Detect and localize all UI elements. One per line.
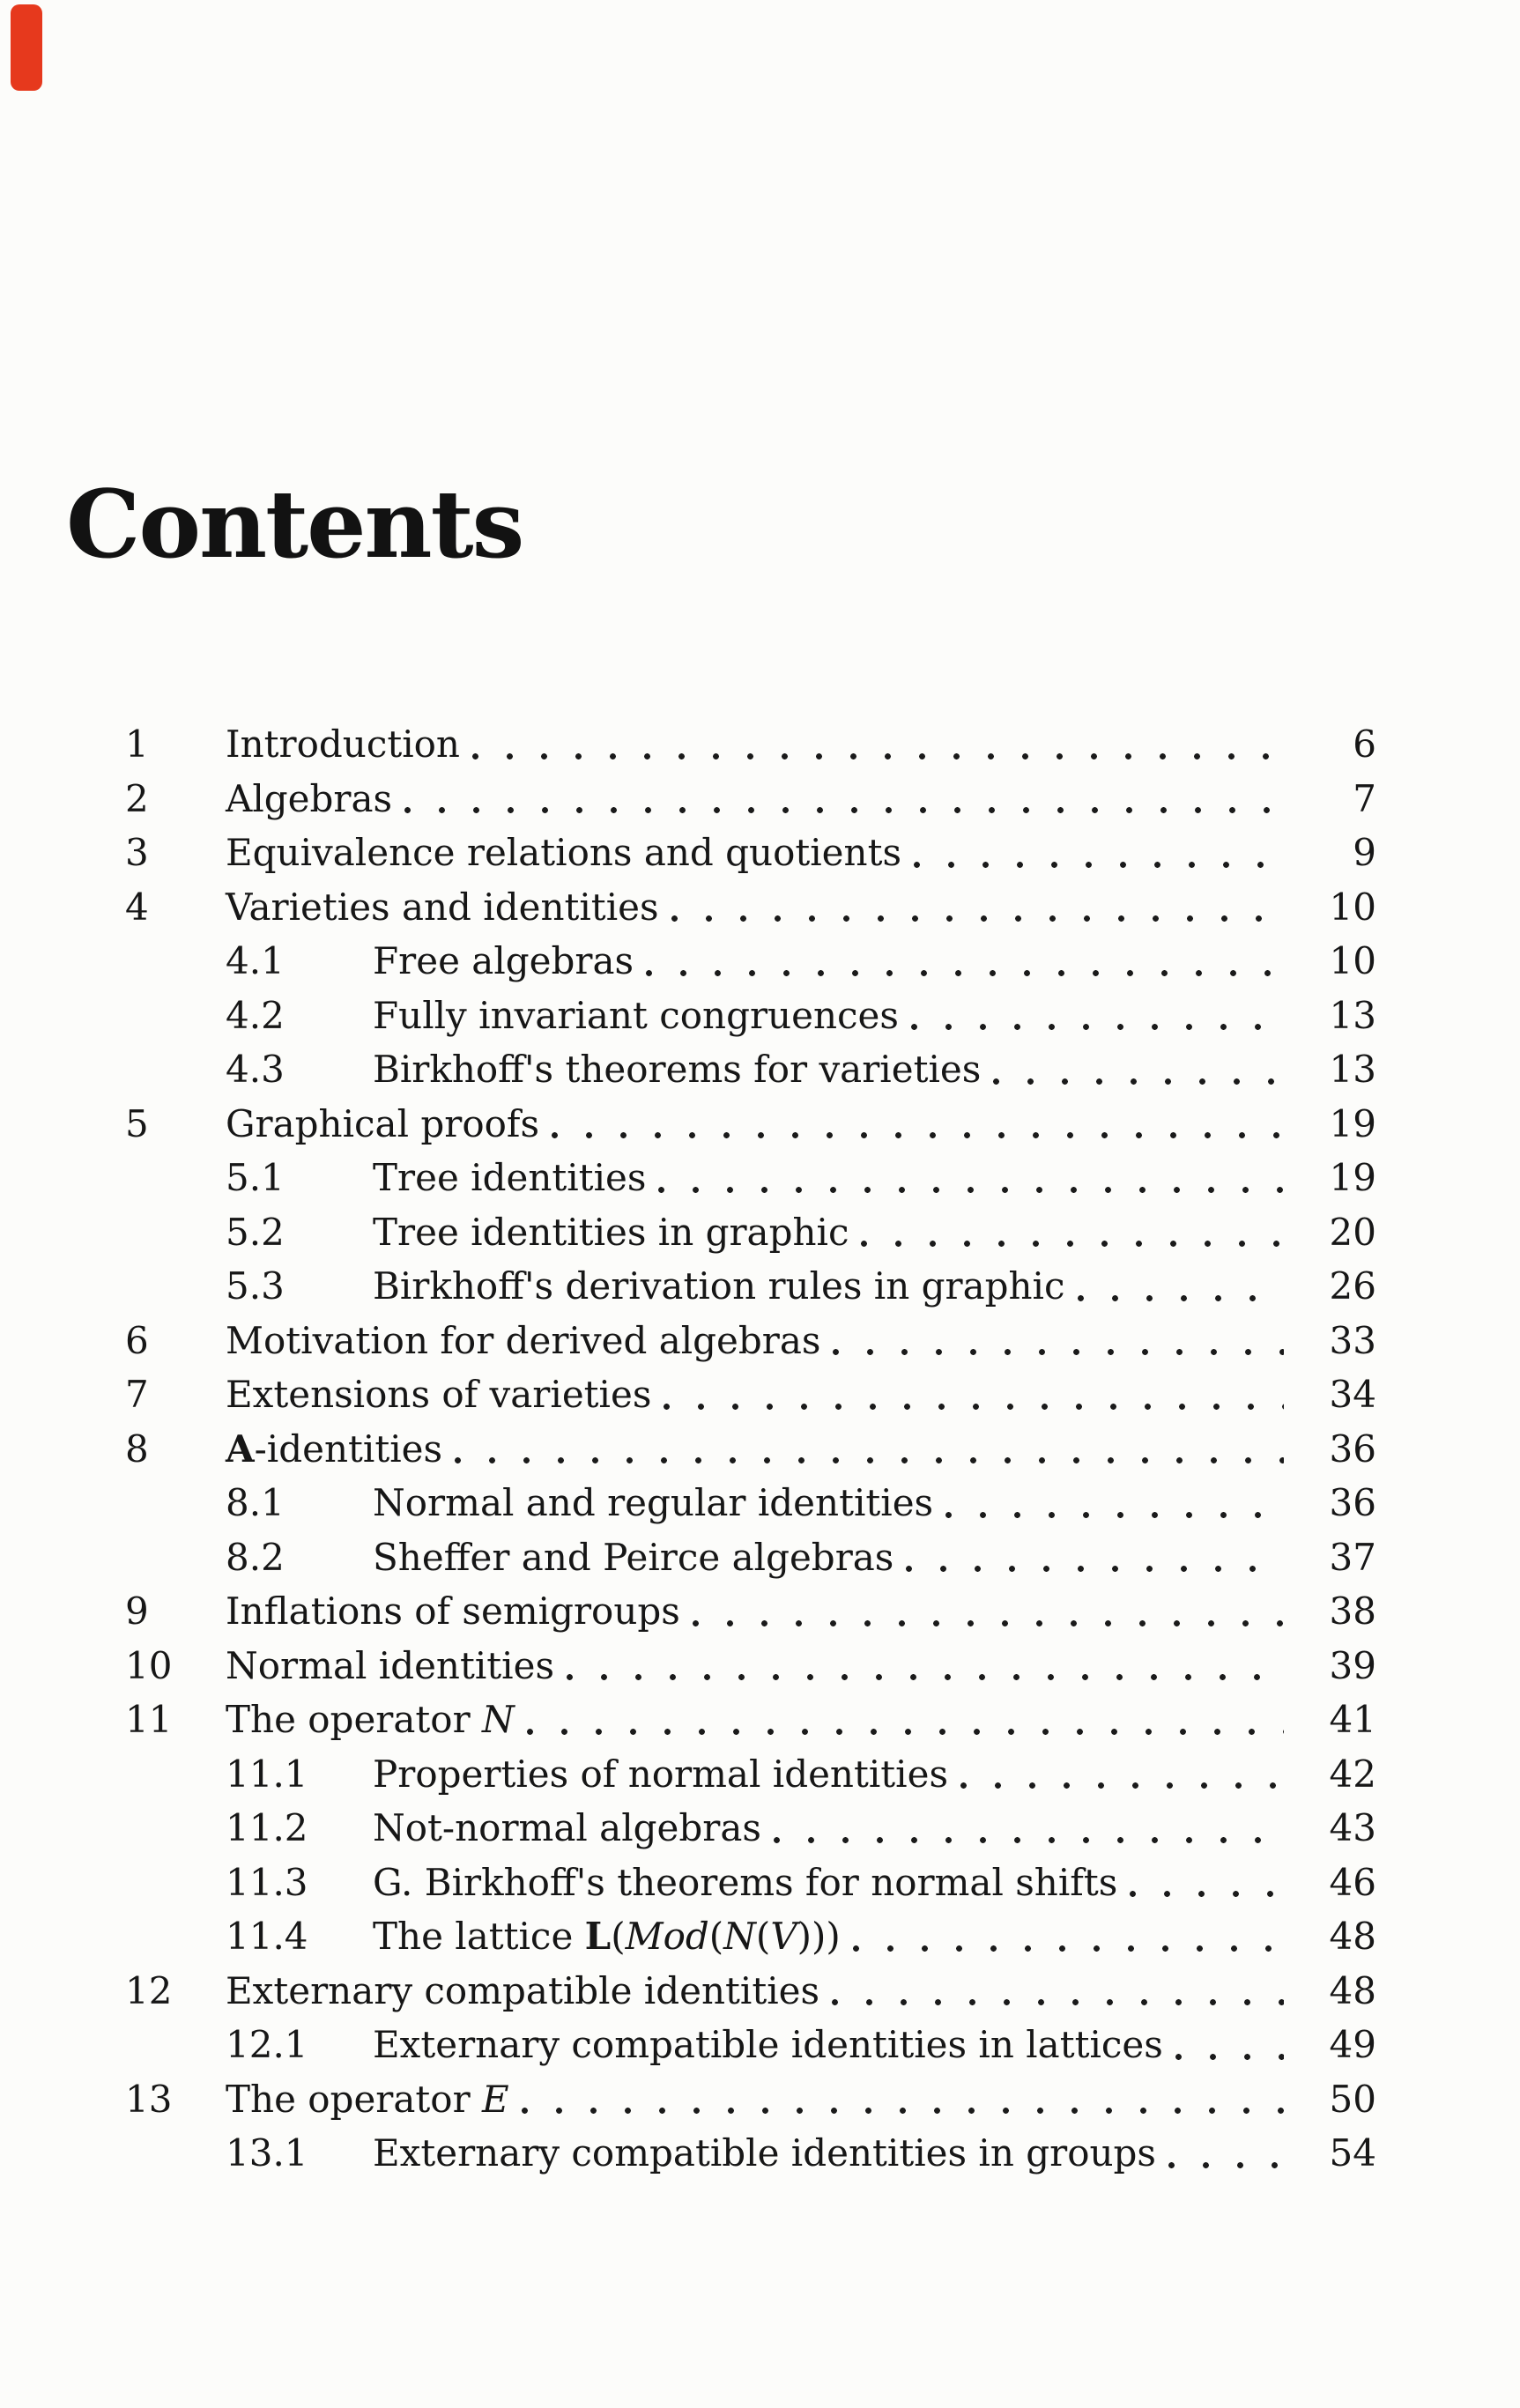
toc-entry-title: Birkhoff's theorems for varieties	[373, 1048, 982, 1091]
toc-entry-title: Introduction	[226, 722, 460, 766]
toc-entry-title-run: (	[755, 1915, 771, 1958]
toc-entry-page: 6	[1353, 722, 1376, 766]
toc-entry-number: 4.3	[226, 1048, 285, 1091]
toc-entry-title-run: A	[226, 1426, 255, 1471]
toc-entry-page: 9	[1353, 831, 1376, 874]
toc-entry-number: 11.2	[226, 1806, 308, 1849]
toc-entry	[125, 1151, 1376, 1205]
toc-entry-title: Externary compatible identities in lattices	[373, 2023, 1163, 2066]
dot-leader	[831, 1998, 1284, 2006]
toc-entry-title: Not-normal algebras	[373, 1806, 761, 1849]
toc-entry	[125, 1422, 1376, 1477]
toc-entry-number: 11.1	[226, 1752, 308, 1796]
toc-entry-page: 10	[1329, 939, 1376, 982]
dot-leader	[471, 752, 1284, 760]
toc-entry-title: Fully invariant congruences	[373, 993, 899, 1037]
dot-leader	[832, 1348, 1284, 1356]
toc-entry-page: 39	[1329, 1643, 1376, 1687]
toc-entry-title-run: E	[482, 2077, 509, 2121]
toc-entry-title: Equivalence relations and quotients	[226, 831, 902, 874]
toc-entry-title	[226, 1693, 515, 1747]
toc-entry-number: 12.1	[226, 2023, 308, 2066]
dot-leader	[1077, 1294, 1284, 1302]
toc-entry-title-run: )))	[797, 1915, 841, 1958]
toc-entry-title: Birkhoff's derivation rules in graphic	[373, 1264, 1065, 1308]
toc-entry-title-run: (	[708, 1915, 724, 1958]
toc-entry-title: Externary compatible identities in groups	[373, 2131, 1156, 2175]
dot-leader	[454, 1456, 1284, 1464]
toc-entry	[125, 1097, 1376, 1152]
toc-entry	[125, 717, 1376, 772]
toc-list	[0, 717, 1520, 2181]
toc-entry-title: Normal and regular identities	[373, 1481, 934, 1524]
red-edge-mark	[11, 4, 42, 91]
toc-entry-title-run: N	[482, 1698, 515, 1741]
toc-entry-title: Sheffer and Peirce algebras	[373, 1535, 894, 1579]
toc-entry-number: 4.1	[226, 939, 285, 982]
toc-entry-page: 42	[1329, 1752, 1376, 1796]
dot-leader	[645, 969, 1284, 977]
toc-entry-page: 41	[1329, 1698, 1376, 1741]
toc-entry	[125, 1042, 1376, 1097]
toc-entry	[125, 1909, 1376, 1964]
dot-leader	[860, 1240, 1284, 1248]
toc-entry-number: 3	[125, 831, 149, 874]
dot-leader	[671, 915, 1284, 922]
toc-entry	[125, 1476, 1376, 1530]
toc-entry-number: 7	[125, 1373, 149, 1416]
toc-entry-page: 54	[1329, 2131, 1376, 2175]
toc-entry-title-run: The operator	[226, 2077, 483, 2121]
toc-entry-number: 2	[125, 776, 149, 820]
toc-entry	[125, 1259, 1376, 1314]
toc-entry-number: 10	[125, 1643, 173, 1687]
toc-entry-page: 13	[1329, 1048, 1376, 1091]
dot-leader	[404, 806, 1284, 814]
toc-entry-number: 11.4	[226, 1915, 308, 1958]
toc-entry-title: Normal identities	[226, 1643, 555, 1687]
toc-entry	[125, 1856, 1376, 1910]
toc-entry-page: 13	[1329, 993, 1376, 1037]
toc-entry-page: 19	[1329, 1156, 1376, 1199]
toc-entry-title-run: N	[723, 1915, 756, 1958]
toc-entry-number: 5.3	[226, 1264, 285, 1308]
toc-entry	[125, 1530, 1376, 1585]
toc-entry-title: Free algebras	[373, 939, 634, 982]
dot-leader	[913, 861, 1284, 869]
toc-entry-title-run: Mod	[625, 1915, 709, 1958]
toc-entry-page: 20	[1329, 1210, 1376, 1254]
toc-entry-title-run: The lattice	[373, 1915, 585, 1958]
toc-entry-number: 11.3	[226, 1860, 308, 1904]
toc-entry-number: 9	[125, 1589, 149, 1633]
dot-leader	[945, 1511, 1284, 1519]
toc-entry-title-run: L	[584, 1915, 612, 1958]
dot-leader	[910, 1023, 1284, 1031]
toc-entry-page: 36	[1329, 1481, 1376, 1524]
toc-entry-number: 5.1	[226, 1156, 285, 1199]
toc-entry-number: 11	[125, 1698, 173, 1741]
dot-leader	[551, 1131, 1284, 1139]
toc-entry-page: 38	[1329, 1589, 1376, 1633]
dot-leader	[773, 1836, 1284, 1844]
toc-entry	[125, 1639, 1376, 1693]
toc-entry-number: 5	[125, 1101, 149, 1145]
dot-leader	[663, 1403, 1284, 1411]
toc-entry-page: 48	[1329, 1968, 1376, 2012]
toc-entry-page: 19	[1329, 1101, 1376, 1145]
toc-entry-number: 8.1	[226, 1481, 285, 1524]
toc-entry-page: 7	[1353, 776, 1376, 820]
dot-leader	[992, 1078, 1284, 1085]
toc-entry	[125, 772, 1376, 826]
dot-leader	[905, 1565, 1284, 1573]
toc-entry	[125, 1801, 1376, 1856]
toc-entry-page: 10	[1329, 885, 1376, 929]
toc-entry	[125, 1693, 1376, 1747]
dot-leader	[566, 1673, 1284, 1681]
toc-entry-number: 6	[125, 1318, 149, 1362]
toc-entry-title	[226, 1422, 442, 1477]
dot-leader	[960, 1782, 1284, 1789]
dot-leader	[692, 1619, 1284, 1627]
toc-entry-page: 46	[1329, 1860, 1376, 1904]
toc-entry-title: G. Birkhoff's theorems for normal shifts	[373, 1860, 1118, 1904]
toc-entry-page: 37	[1329, 1535, 1376, 1579]
toc-entry-page: 50	[1329, 2077, 1376, 2121]
toc-entry-title: Graphical proofs	[226, 1101, 540, 1145]
toc-entry	[125, 2126, 1376, 2181]
toc-entry-title	[373, 1909, 841, 1964]
toc-entry-title-run: -identities	[254, 1426, 443, 1471]
toc-entry-page: 49	[1329, 2023, 1376, 2066]
toc-entry-title-run: (	[611, 1915, 626, 1958]
page-title: Contents	[66, 469, 523, 579]
dot-leader	[521, 2107, 1284, 2115]
toc-entry-number: 13.1	[226, 2131, 308, 2175]
toc-entry-title-run: The operator	[226, 1698, 483, 1741]
toc-entry-title-run: V	[770, 1915, 797, 1958]
toc-entry-page: 34	[1329, 1373, 1376, 1416]
toc-entry-page: 26	[1329, 1264, 1376, 1308]
dot-leader	[852, 1945, 1284, 1952]
toc-entry	[125, 1367, 1376, 1422]
toc-entry	[125, 1205, 1376, 1260]
toc-entry-title: Motivation for derived algebras	[226, 1318, 821, 1362]
toc-entry	[125, 1747, 1376, 1802]
toc-entry-title: Tree identities in graphic	[373, 1210, 849, 1254]
dot-leader	[657, 1186, 1284, 1194]
dot-leader	[1168, 2161, 1284, 2169]
toc-entry-page: 43	[1329, 1806, 1376, 1849]
toc-entry-page: 48	[1329, 1915, 1376, 1958]
toc-entry	[125, 989, 1376, 1043]
toc-entry-number: 8.2	[226, 1535, 285, 1579]
dot-leader	[1129, 1890, 1284, 1898]
toc-entry-title: Algebras	[226, 776, 393, 820]
toc-entry-number: 4	[125, 885, 149, 929]
toc-entry	[125, 880, 1376, 935]
toc-entry	[125, 2018, 1376, 2072]
toc-entry-title: Varieties and identities	[226, 885, 659, 929]
toc-entry	[125, 1964, 1376, 2019]
toc-entry-number: 4.2	[226, 993, 285, 1037]
toc-entry-title: Tree identities	[373, 1156, 647, 1199]
toc-entry-title: Externary compatible identities	[226, 1968, 820, 2012]
dot-leader	[1175, 2053, 1284, 2061]
toc-entry-title: Inflations of semigroups	[226, 1589, 680, 1633]
toc-entry-number: 5.2	[226, 1210, 285, 1254]
toc-entry	[125, 1314, 1376, 1368]
toc-entry	[125, 2072, 1376, 2127]
toc-entry	[125, 826, 1376, 880]
toc-entry-number: 8	[125, 1426, 149, 1471]
dot-leader	[526, 1728, 1284, 1736]
toc-entry-page: 36	[1329, 1426, 1376, 1471]
toc-entry	[125, 1584, 1376, 1639]
toc-entry-title: Properties of normal identities	[373, 1752, 949, 1796]
toc-entry-number: 1	[125, 722, 149, 766]
toc-entry-number: 13	[125, 2077, 173, 2121]
toc-entry-page: 33	[1329, 1318, 1376, 1362]
toc-entry-number: 12	[125, 1968, 173, 2012]
toc-entry-title: Extensions of varieties	[226, 1373, 652, 1416]
toc-entry	[125, 934, 1376, 989]
toc-entry-title	[226, 2072, 509, 2127]
